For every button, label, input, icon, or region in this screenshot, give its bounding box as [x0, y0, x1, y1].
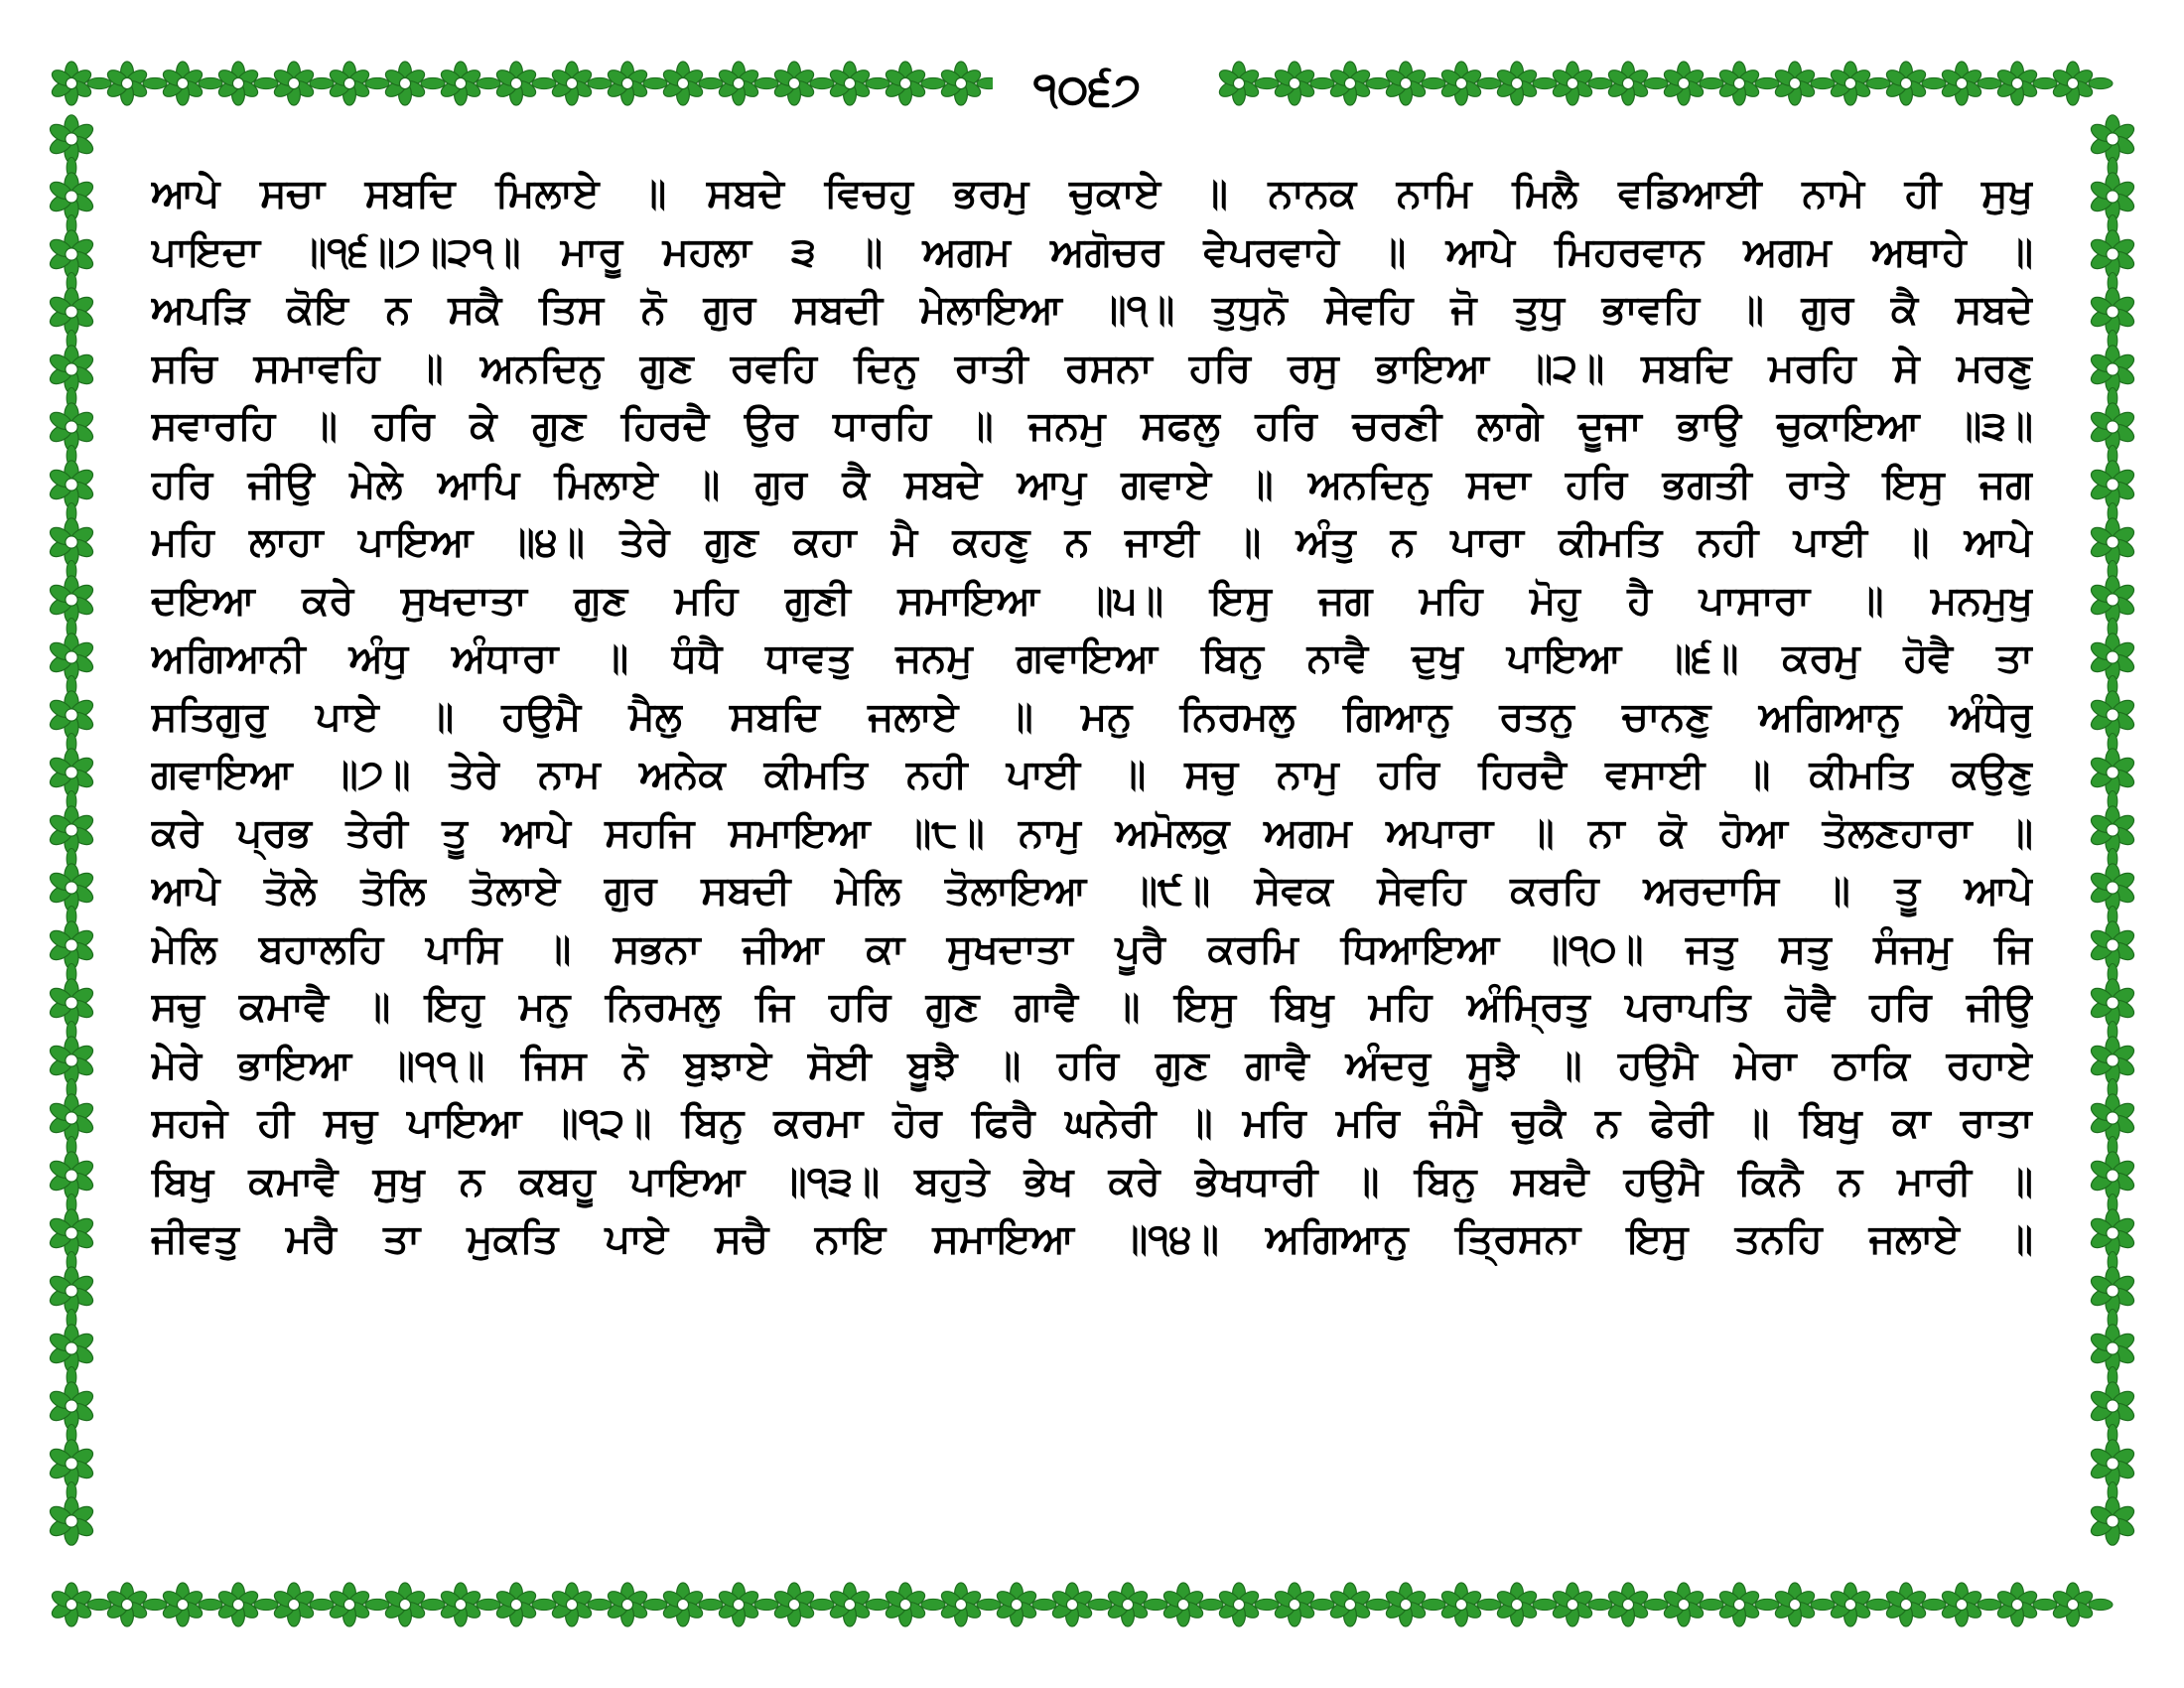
flower-icon — [48, 1440, 96, 1487]
leaf-icon — [87, 77, 111, 88]
flower-icon — [2089, 1094, 2137, 1142]
flower-icon — [48, 1152, 96, 1199]
leaf-icon — [1700, 1599, 1723, 1610]
leaf-icon — [1310, 1599, 1334, 1610]
text-line: ਸਵਾਰਹਿ ॥ ਹਰਿ ਕੇ ਗੁਣ ਹਿਰਦੈ ਉਰ ਧਾਰਹਿ ॥ ਜਨਮੁ ਸਫਲੁ ਹਰਿ ਚਰਣੀ ਲਾਗੇ ਦੂਜਾ ਭਾਉ ਚੁਕਾਇਆ ॥੩॥ — [151, 403, 2033, 449]
text-line: ਮੇਲਿ ਬਹਾਲਹਿ ਪਾਸਿ ॥ ਸਭਨਾ ਜੀਆ ਕਾ ਸੁਖਦਾਤਾ ਪੂਰੈ ਕਰਮਿ ਧਿਆਇਆ ॥੧੦॥ ਜਤੁ ਸਤੁ ਸੰਜਮੁ ਜਿ — [151, 925, 2033, 972]
leaf-icon — [1588, 77, 1612, 88]
leaf-icon — [1144, 1599, 1167, 1610]
leaf-icon — [1922, 77, 1946, 88]
leaf-icon — [532, 77, 556, 88]
text-line: ਕਰੇ ਪ੍ਰਭ ਤੇਰੀ ਤੂ ਆਪੇ ਸਹਜਿ ਸਮਾਇਆ ॥੮॥ ਨਾਮੁ ਅਮੋਲਕੁ ਅਗਮ ਅਪਾਰਾ ॥ ਨਾ ਕੋ ਹੋਆ ਤੋਲਣਹਾਰਾ ॥ — [151, 809, 2033, 856]
leaf-icon — [866, 77, 889, 88]
flower-icon — [2089, 1382, 2137, 1430]
leaf-icon — [1644, 1599, 1668, 1610]
flower-icon — [48, 1209, 96, 1257]
leaf-icon — [1422, 1599, 1445, 1610]
leaf-icon — [1477, 77, 1501, 88]
flower-icon — [48, 230, 96, 278]
flower-icon — [48, 1382, 96, 1430]
leaf-icon — [199, 77, 222, 88]
flower-icon — [2089, 1267, 2137, 1315]
leaf-icon — [532, 1599, 556, 1610]
text-line: ਸਹਜੇ ਹੀ ਸਚੁ ਪਾਇਆ ॥੧੨॥ ਬਿਨੁ ਕਰਮਾ ਹੋਰ ਫਿਰੈ ਘਨੇਰੀ ॥ ਮਰਿ ਮਰਿ ਜੰਮੈ ਚੁਕੈ ਨ ਫੇਰੀ ॥ ਬਿਖੁ ਕਾ ਰਾਤਾ — [151, 1100, 2033, 1146]
leaf-icon — [1978, 1599, 2001, 1610]
leaf-icon — [1366, 1599, 1390, 1610]
leaf-icon — [1755, 77, 1779, 88]
leaf-icon — [87, 1599, 111, 1610]
leaf-icon — [921, 77, 945, 88]
leaf-icon — [977, 1599, 1001, 1610]
flower-icon — [48, 806, 96, 854]
text-line: ਸਚਿ ਸਮਾਵਹਿ ॥ ਅਨਦਿਨੁ ਗੁਣ ਰਵਹਿ ਦਿਨੁ ਰਾਤੀ ਰਸਨਾ ਹਰਿ ਰਸੁ ਭਾਇਆ ॥੨॥ ਸਬਦਿ ਮਰਹਿ ਸੇ ਮਰਣੁ — [151, 345, 2033, 391]
leaf-icon — [1032, 1599, 1056, 1610]
text-line: ਮੇਰੇ ਭਾਇਆ ॥੧੧॥ ਜਿਸ ਨੋ ਬੁਝਾਏ ਸੋਈ ਬੂਝੈ ॥ ਹਰਿ ਗੁਣ ਗਾਵੈ ਅੰਦਰੁ ਸੂਝੈ ॥ ਹਉਮੈ ਮੇਰਾ ਠਾਕਿ ਰਹਾਏ — [151, 1042, 2033, 1088]
flower-icon — [48, 115, 96, 163]
flower-icon — [48, 979, 96, 1027]
page-number: ੧੦੬੭ — [993, 54, 1181, 123]
text-line: ਪਾਇਦਾ ॥੧੬॥੭॥੨੧॥ ਮਾਰੂ ਮਹਲਾ ੩ ॥ ਅਗਮ ਅਗੋਚਰ ਵੇਪਰਵਾਹੇ ॥ ਆਪੇ ਮਿਹਰਵਾਨ ਅਗਮ ਅਥਾਹੇ ॥ — [151, 228, 2033, 275]
flower-icon — [48, 346, 96, 393]
flower-icon — [48, 1037, 96, 1084]
text-line: ਅਪੜਿ ਕੋਇ ਨ ਸਕੈ ਤਿਸ ਨੋ ਗੁਰ ਸਬਦੀ ਮੇਲਾਇਆ ॥੧॥ ਤੁਧੁਨੋ ਸੇਵਹਿ ਜੋ ਤੁਧੁ ਭਾਵਹਿ ॥ ਗੁਰ ਕੈ ਸਬਦੇ — [151, 287, 2033, 333]
leaf-icon — [2089, 1599, 2113, 1610]
leaf-icon — [754, 1599, 778, 1610]
leaf-icon — [1978, 77, 2001, 88]
leaf-icon — [1533, 1599, 1557, 1610]
leaf-icon — [365, 1599, 389, 1610]
leaf-icon — [143, 77, 167, 88]
leaf-icon — [2033, 1599, 2057, 1610]
leaf-icon — [1477, 1599, 1501, 1610]
flower-icon — [2089, 115, 2137, 163]
leaf-icon — [143, 1599, 167, 1610]
flower-icon — [2089, 1037, 2137, 1084]
leaf-icon — [477, 1599, 500, 1610]
leaf-icon — [1199, 1599, 1223, 1610]
flower-icon — [2089, 1209, 2137, 1257]
leaf-icon — [310, 77, 334, 88]
flower-icon — [2089, 806, 2137, 854]
leaf-icon — [699, 77, 723, 88]
flower-icon — [2089, 1497, 2137, 1545]
flower-icon — [2089, 1440, 2137, 1487]
flower-icon — [48, 403, 96, 451]
leaf-icon — [254, 77, 278, 88]
leaf-icon — [1255, 77, 1279, 88]
leaf-icon — [2033, 77, 2057, 88]
leaf-icon — [588, 77, 612, 88]
flower-icon — [48, 288, 96, 336]
text-line: ਬਿਖੁ ਕਮਾਵੈ ਸੁਖੁ ਨ ਕਬਹੂ ਪਾਇਆ ॥੧੩॥ ਬਹੁਤੇ ਭੇਖ ਕਰੇ ਭੇਖਧਾਰੀ ॥ ਬਿਨੁ ਸਬਦੈ ਹਉਮੈ ਕਿਨੈ ਨ ਮਾਰੀ ॥ — [151, 1158, 2033, 1204]
leaf-icon — [810, 1599, 834, 1610]
text-line: ਆਪੇ ਤੋਲੇ ਤੋਲਿ ਤੋਲਾਏ ਗੁਰ ਸਬਦੀ ਮੇਲਿ ਤੋਲਾਇਆ ॥੯॥ ਸੇਵਕ ਸੇਵਹਿ ਕਰਹਿ ਅਰਦਾਸਿ ॥ ਤੂ ਆਪੇ — [151, 868, 2033, 914]
text-line: ਮਹਿ ਲਾਹਾ ਪਾਇਆ ॥੪॥ ਤੇਰੇ ਗੁਣ ਕਹਾ ਮੈ ਕਹਣੁ ਨ ਜਾਈ ॥ ਅੰਤੁ ਨ ਪਾਰਾ ਕੀਮਤਿ ਨਹੀ ਪਾਈ ॥ ਆਪੇ — [151, 519, 2033, 565]
text-line: ਹਰਿ ਜੀਉ ਮੇਲੇ ਆਪਿ ਮਿਲਾਏ ॥ ਗੁਰ ਕੈ ਸਬਦੇ ਆਪੁ ਗਵਾਏ ॥ ਅਨਦਿਨੁ ਸਦਾ ਹਰਿ ਭਗਤੀ ਰਾਤੇ ਇਸੁ ਜਗ — [151, 461, 2033, 507]
leaf-icon — [477, 77, 500, 88]
text-line: ਸਤਿਗੁਰੁ ਪਾਏ ॥ ਹਉਮੈ ਮੈਲੁ ਸਬਦਿ ਜਲਾਏ ॥ ਮਨੁ ਨਿਰਮਲੁ ਗਿਆਨੁ ਰਤਨੁ ਚਾਨਣੁ ਅਗਿਆਨੁ ਅੰਧੇਰੁ — [151, 693, 2033, 740]
leaf-icon — [254, 1599, 278, 1610]
flower-icon — [48, 173, 96, 220]
leaf-icon — [1088, 1599, 1112, 1610]
text-line: ਦਇਆ ਕਰੇ ਸੁਖਦਾਤਾ ਗੁਣ ਮਹਿ ਗੁਣੀ ਸਮਾਇਆ ॥੫॥ ਇਸੁ ਜਗ ਮਹਿ ਮੋਹੁ ਹੈ ਪਾਸਾਰਾ ॥ ਮਨਮੁਖੁ — [151, 577, 2033, 624]
flower-icon — [48, 921, 96, 969]
leaf-icon — [1588, 1599, 1612, 1610]
leaf-icon — [421, 77, 445, 88]
text-line: ਜੀਵਤੁ ਮਰੈ ਤਾ ਮੁਕਤਿ ਪਾਏ ਸਚੈ ਨਾਇ ਸਮਾਇਆ ॥੧੪॥ ਅਗਿਆਨੁ ਤ੍ਰਿਸਨਾ ਇਸੁ ਤਨਹਿ ਜਲਾਏ ॥ — [151, 1216, 2033, 1262]
leaf-icon — [1310, 77, 1334, 88]
flower-icon — [48, 1497, 96, 1545]
leaf-icon — [1811, 1599, 1835, 1610]
flower-icon — [2089, 230, 2137, 278]
flower-icon — [2089, 403, 2137, 451]
flower-icon — [2089, 346, 2137, 393]
leaf-icon — [1811, 77, 1835, 88]
leaf-icon — [199, 1599, 222, 1610]
leaf-icon — [588, 1599, 612, 1610]
flower-icon — [48, 1267, 96, 1315]
leaf-icon — [1866, 1599, 1890, 1610]
leaf-icon — [1700, 77, 1723, 88]
leaf-icon — [1422, 77, 1445, 88]
text-line: ਸਚੁ ਕਮਾਵੈ ॥ ਇਹੁ ਮਨੁ ਨਿਰਮਲੁ ਜਿ ਹਰਿ ਗੁਣ ਗਾਵੈ ॥ ਇਸੁ ਬਿਖੁ ਮਹਿ ਅੰਮ੍ਰਿਤੁ ਪਰਾਪਤਿ ਹੋਵੈ ਹਰਿ ਜੀਉ — [151, 984, 2033, 1030]
leaf-icon — [1255, 1599, 1279, 1610]
flower-icon — [2089, 864, 2137, 912]
text-line: ਆਪੇ ਸਚਾ ਸਬਦਿ ਮਿਲਾਏ ॥ ਸਬਦੇ ਵਿਚਹੁ ਭਰਮੁ ਚੁਕਾਏ ॥ ਨਾਨਕ ਨਾਮਿ ਮਿਲੈ ਵਡਿਆਈ ਨਾਮੇ ਹੀ ਸੁਖੁ — [151, 171, 2033, 216]
leaf-icon — [1533, 77, 1557, 88]
flower-icon — [2089, 1152, 2137, 1199]
flower-icon — [48, 864, 96, 912]
leaf-icon — [754, 77, 778, 88]
leaf-icon — [1644, 77, 1668, 88]
leaf-icon — [643, 1599, 667, 1610]
flower-icon — [48, 518, 96, 566]
leaf-icon — [365, 77, 389, 88]
flower-icon — [2089, 979, 2137, 1027]
leaf-icon — [1366, 77, 1390, 88]
flower-icon — [2089, 749, 2137, 796]
flower-icon — [2089, 921, 2137, 969]
flower-icon — [2089, 461, 2137, 508]
flower-icon — [2089, 1325, 2137, 1372]
flower-icon — [48, 461, 96, 508]
text-line: ਅਗਿਆਨੀ ਅੰਧੁ ਅੰਧਾਰਾ ॥ ਧੰਧੈ ਧਾਵਤੁ ਜਨਮੁ ਗਵਾਇਆ ਬਿਨੁ ਨਾਵੈ ਦੁਖੁ ਪਾਇਆ ॥੬॥ ਕਰਮੁ ਹੋਵੈ ਤਾ — [151, 635, 2033, 681]
leaf-icon — [810, 77, 834, 88]
flower-icon — [2089, 518, 2137, 566]
flower-icon — [48, 1325, 96, 1372]
leaf-icon — [310, 1599, 334, 1610]
text-line: ਗਵਾਇਆ ॥੭॥ ਤੇਰੇ ਨਾਮ ਅਨੇਕ ਕੀਮਤਿ ਨਹੀ ਪਾਈ ॥ ਸਚੁ ਨਾਮੁ ਹਰਿ ਹਿਰਦੈ ਵਸਾਈ ॥ ਕੀਮਤਿ ਕਉਣੁ — [151, 752, 2033, 797]
flower-icon — [2089, 288, 2137, 336]
flower-icon — [48, 576, 96, 624]
flower-icon — [48, 633, 96, 681]
flower-icon — [2089, 173, 2137, 220]
gurbani-text — [151, 167, 2033, 1537]
flower-icon — [2089, 691, 2137, 739]
flower-icon — [48, 1094, 96, 1142]
leaf-icon — [921, 1599, 945, 1610]
leaf-icon — [1755, 1599, 1779, 1610]
leaf-icon — [643, 77, 667, 88]
flower-icon — [48, 691, 96, 739]
leaf-icon — [1866, 77, 1890, 88]
leaf-icon — [2089, 77, 2113, 88]
leaf-icon — [1922, 1599, 1946, 1610]
flower-icon — [2089, 633, 2137, 681]
flower-icon — [2089, 576, 2137, 624]
flower-icon — [48, 749, 96, 796]
leaf-icon — [866, 1599, 889, 1610]
leaf-icon — [699, 1599, 723, 1610]
leaf-icon — [421, 1599, 445, 1610]
